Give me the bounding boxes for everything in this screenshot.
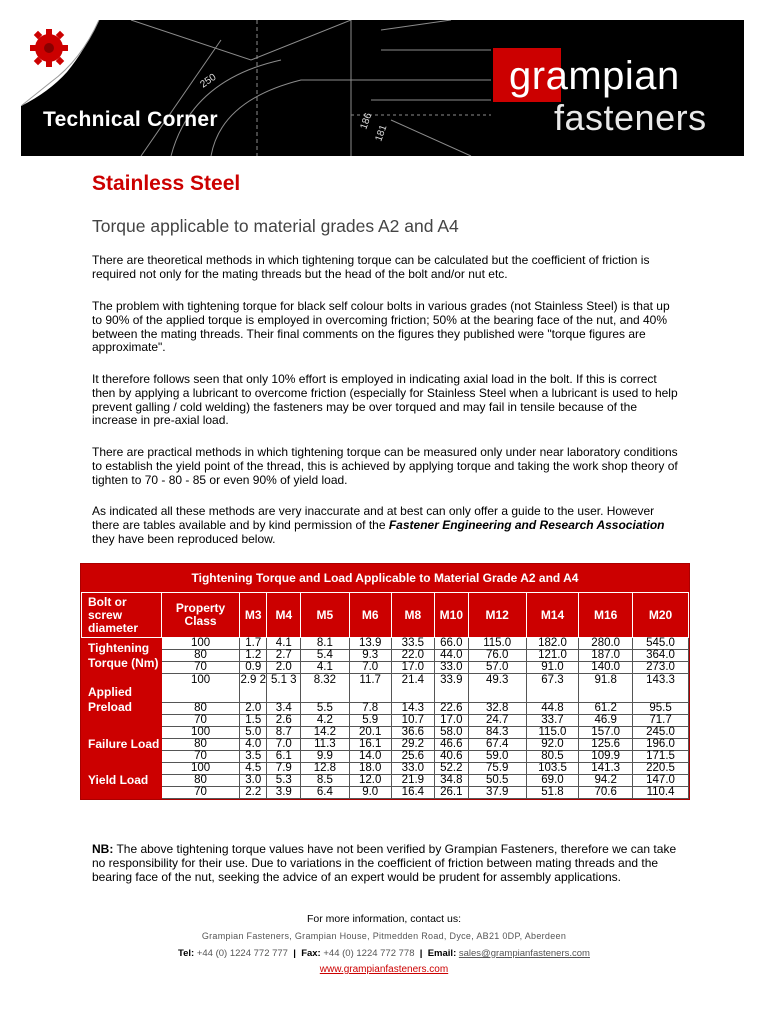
value-cell: 84.3 [468, 727, 526, 739]
table-caption: Tightening Torque and Load Applicable to Material Grade A2 and A4 [191, 571, 579, 585]
col-header-size: M12 [468, 593, 526, 638]
value-cell: 10.7 [391, 715, 434, 727]
value-cell: 4.5 [240, 763, 267, 775]
row-group-label: Failure Load [82, 727, 162, 763]
value-cell: 11.3 [301, 739, 349, 751]
table-row [82, 739, 689, 751]
value-cell: 46.9 [579, 715, 633, 727]
row-group-label: Yield Load [82, 763, 162, 799]
value-cell: 2.0 [240, 703, 267, 715]
logo-wordmark-grampian [509, 54, 680, 98]
note-prefix: NB: [92, 842, 114, 856]
value-cell: 8.1 [301, 638, 349, 650]
value-cell: 9.3 [349, 650, 391, 662]
col-header-size: M14 [526, 593, 579, 638]
footer-website-wrap [0, 964, 768, 975]
note-text: The above tightening torque values have not been verified by Grampian Fasteners, therefore we can take no responsibility for their use. Due to variations in the coefficient of friction between mating threads and the bearing face of the nut, seeking the advice of an expert would be prudent for assembly applications. [92, 842, 677, 884]
value-cell: 14.0 [349, 751, 391, 763]
value-cell: 4.1 [267, 638, 301, 650]
property-class-cell: 100 [162, 638, 240, 650]
value-cell: 33.7 [526, 715, 579, 727]
table-row [82, 751, 689, 763]
value-cell: 16.4 [391, 787, 434, 799]
value-cell: 71.7 [633, 715, 689, 727]
association-name: Fastener Engineering and Research Association [388, 517, 665, 532]
value-cell: 12.0 [349, 775, 391, 787]
value-cell: 4.2 [301, 715, 349, 727]
table-row [82, 662, 689, 674]
value-cell: 8.7 [267, 727, 301, 739]
col-header-property-class: Property Class [162, 593, 240, 638]
value-cell: 94.2 [579, 775, 633, 787]
value-cell: 1.5 [240, 715, 267, 727]
value-cell: 196.0 [633, 739, 689, 751]
value-cell: 59.0 [468, 751, 526, 763]
paragraph-4: There are practical methods in which tightening torque can be measured only under near laboratory conditions to establish the yield point of the thread, this is achieved by applying torque and taking the work shop theory of tighten to 70 - 80 - 85 or even 90% of yield load. [92, 445, 678, 487]
value-cell: 49.3 [468, 674, 526, 703]
value-cell: 32.8 [468, 703, 526, 715]
value-cell: 46.6 [434, 739, 468, 751]
value-cell: 50.5 [468, 775, 526, 787]
value-cell: 2.9 2 [240, 674, 267, 703]
value-cell: 5.0 [240, 727, 267, 739]
value-cell: 76.0 [468, 650, 526, 662]
header-banner [21, 20, 744, 156]
value-cell: 33.0 [391, 763, 434, 775]
value-cell: 8.5 [301, 775, 349, 787]
value-cell: 22.6 [434, 703, 468, 715]
value-cell: 7.0 [267, 739, 301, 751]
property-class-cell: 100 [162, 674, 240, 703]
table-row [82, 703, 689, 715]
value-cell: 109.9 [579, 751, 633, 763]
value-cell: 51.8 [526, 787, 579, 799]
paragraph-5-start: As indicated all these methods are very inaccurate and at best can only offer a guide to the user. However there are tables available and by kind permission of the [92, 504, 655, 532]
value-cell: 69.0 [526, 775, 579, 787]
value-cell: 5.5 [301, 703, 349, 715]
value-cell: 3.5 [240, 751, 267, 763]
property-class-cell: 70 [162, 787, 240, 799]
value-cell: 220.5 [633, 763, 689, 775]
property-class-cell: 80 [162, 703, 240, 715]
col-header-size: M6 [349, 593, 391, 638]
value-cell: 3.4 [267, 703, 301, 715]
value-cell: 545.0 [633, 638, 689, 650]
col-header-size: M5 [301, 593, 349, 638]
col-header-size: M3 [240, 593, 267, 638]
value-cell: 36.6 [391, 727, 434, 739]
table-row [82, 763, 689, 775]
value-cell: 33.0 [434, 662, 468, 674]
col-header-size: M8 [391, 593, 434, 638]
logo-letter: g [509, 54, 532, 98]
tel-number: +44 (0) 1224 772 777 [196, 948, 288, 959]
value-cell: 7.0 [349, 662, 391, 674]
value-cell: 92.0 [526, 739, 579, 751]
page-title: Stainless Steel [92, 172, 241, 195]
value-cell: 6.1 [267, 751, 301, 763]
property-class-cell: 100 [162, 727, 240, 739]
value-cell: 13.9 [349, 638, 391, 650]
value-cell: 95.5 [633, 703, 689, 715]
value-cell: 8.32 [301, 674, 349, 703]
value-cell: 61.2 [579, 703, 633, 715]
disclaimer-note [92, 843, 682, 884]
value-cell: 1.7 [240, 638, 267, 650]
col-header-size: M10 [434, 593, 468, 638]
value-cell: 67.4 [468, 739, 526, 751]
value-cell: 364.0 [633, 650, 689, 662]
value-cell: 3.9 [267, 787, 301, 799]
value-cell: 115.0 [468, 638, 526, 650]
value-cell: 91.8 [579, 674, 633, 703]
value-cell: 157.0 [579, 727, 633, 739]
value-cell: 5.3 [267, 775, 301, 787]
drawing-label: 181 [373, 123, 390, 144]
value-cell: 18.0 [349, 763, 391, 775]
paragraph-5 [92, 505, 682, 546]
value-cell: 12.8 [301, 763, 349, 775]
fax-number: +44 (0) 1224 772 778 [323, 948, 415, 959]
value-cell: 70.6 [579, 787, 633, 799]
email-label: Email: [427, 948, 457, 959]
value-cell: 33.5 [391, 638, 434, 650]
table-row [82, 775, 689, 787]
value-cell: 20.1 [349, 727, 391, 739]
value-cell: 11.7 [349, 674, 391, 703]
drawing-label: 250 [198, 71, 219, 91]
website-link[interactable]: www.grampianfasteners.com [319, 964, 449, 975]
value-cell: 5.1 3 [267, 674, 301, 703]
value-cell: 4.0 [240, 739, 267, 751]
value-cell: 171.5 [633, 751, 689, 763]
value-cell: 33.9 [434, 674, 468, 703]
table-row [82, 650, 689, 662]
footer-contact-line: Tel: +44 (0) 1224 772 777 | Fax: +44 (0) 1224 772 778 | Email: sales@grampianfasteners.com [178, 948, 590, 959]
value-cell: 40.6 [434, 751, 468, 763]
col-header-bolt-diameter: Bolt or screw diameter [82, 593, 162, 638]
value-cell: 9.9 [301, 751, 349, 763]
paragraph-3: It therefore follows seen that only 10% effort is employed in indicating axial load in the bolt. If this is correct then by applying a lubricant to overcome friction (especially for Stainless Steel when a lubricant is used to help prevent galling / cold welding) the fasteners may be over torqued and may fail in tensile because of the increase in pre-axial load. [92, 372, 678, 428]
value-cell: 125.6 [579, 739, 633, 751]
value-cell: 121.0 [526, 650, 579, 662]
drawing-label: 186 [358, 111, 375, 132]
value-cell: 187.0 [579, 650, 633, 662]
value-cell: 110.4 [633, 787, 689, 799]
property-class-cell: 70 [162, 751, 240, 763]
value-cell: 147.0 [633, 775, 689, 787]
value-cell: 17.0 [434, 715, 468, 727]
property-class-cell: 70 [162, 662, 240, 674]
paragraph-5-end: they have been reproduced below. [92, 531, 276, 546]
value-cell: 66.0 [434, 638, 468, 650]
value-cell: 5.4 [301, 650, 349, 662]
row-group-label: Applied Preload [82, 674, 162, 727]
value-cell: 57.0 [468, 662, 526, 674]
logo-wordmark-fasteners: fasteners [554, 97, 707, 138]
value-cell: 1.2 [240, 650, 267, 662]
value-cell: 2.7 [267, 650, 301, 662]
table-row [82, 715, 689, 727]
property-class-cell: 80 [162, 650, 240, 662]
value-cell: 25.6 [391, 751, 434, 763]
value-cell: 9.0 [349, 787, 391, 799]
torque-table [80, 563, 690, 800]
value-cell: 2.0 [267, 662, 301, 674]
value-cell: 7.9 [267, 763, 301, 775]
property-class-cell: 80 [162, 739, 240, 751]
value-cell: 52.2 [434, 763, 468, 775]
value-cell: 29.2 [391, 739, 434, 751]
value-cell: 17.0 [391, 662, 434, 674]
banner-title: Technical Corner [43, 108, 218, 131]
value-cell: 140.0 [579, 662, 633, 674]
value-cell: 4.1 [301, 662, 349, 674]
page-curl-gear-icon [21, 20, 121, 106]
property-class-cell: 80 [162, 775, 240, 787]
table-header-row [82, 593, 689, 638]
value-cell: 143.3 [633, 674, 689, 703]
table-row [82, 727, 689, 739]
value-cell: 24.7 [468, 715, 526, 727]
fax-label: Fax: [301, 948, 321, 959]
torque-data-table [81, 592, 689, 799]
col-header-size: M20 [633, 593, 689, 638]
value-cell: 2.2 [240, 787, 267, 799]
logo-rest: rampian [531, 54, 680, 98]
value-cell: 26.1 [434, 787, 468, 799]
value-cell: 22.0 [391, 650, 434, 662]
footer-contact-title: For more information, contact us: [306, 913, 462, 925]
table-row [82, 674, 689, 703]
paragraph-1: There are theoretical methods in which tightening torque can be calculated but the coefficient of friction is required not only for the mating threads but the head of the bolt and/or nut etc. [92, 253, 650, 281]
value-cell: 273.0 [633, 662, 689, 674]
value-cell: 75.9 [468, 763, 526, 775]
value-cell: 3.0 [240, 775, 267, 787]
table-row [82, 787, 689, 799]
value-cell: 182.0 [526, 638, 579, 650]
value-cell: 245.0 [633, 727, 689, 739]
value-cell: 0.9 [240, 662, 267, 674]
value-cell: 37.9 [468, 787, 526, 799]
value-cell: 7.8 [349, 703, 391, 715]
value-cell: 280.0 [579, 638, 633, 650]
footer-address: Grampian Fasteners, Grampian House, Pitmedden Road, Dyce, AB21 0DP, Aberdeen [201, 931, 567, 941]
value-cell: 80.5 [526, 751, 579, 763]
value-cell: 21.4 [391, 674, 434, 703]
col-header-size: M4 [267, 593, 301, 638]
value-cell: 16.1 [349, 739, 391, 751]
value-cell: 67.3 [526, 674, 579, 703]
value-cell: 44.0 [434, 650, 468, 662]
tel-label: Tel: [178, 948, 195, 959]
value-cell: 34.8 [434, 775, 468, 787]
value-cell: 58.0 [434, 727, 468, 739]
value-cell: 21.9 [391, 775, 434, 787]
value-cell: 44.8 [526, 703, 579, 715]
table-row [82, 638, 689, 650]
property-class-cell: 100 [162, 763, 240, 775]
value-cell: 5.9 [349, 715, 391, 727]
value-cell: 141.3 [579, 763, 633, 775]
email-link[interactable]: sales@grampianfasteners.com [458, 948, 590, 959]
value-cell: 14.3 [391, 703, 434, 715]
value-cell: 2.6 [267, 715, 301, 727]
page-subtitle: Torque applicable to material grades A2 and A4 [92, 216, 459, 236]
property-class-cell: 70 [162, 715, 240, 727]
paragraph-2: The problem with tightening torque for black self colour bolts in various grades (not Stainless Steel) is that up to 90% of the applied torque is employed in overcoming friction; 50% at the bearing face of the nut, and 40% between the mating threads. Their final comments on the figures they published were "torque figures are approximate". [92, 299, 670, 355]
value-cell: 115.0 [526, 727, 579, 739]
value-cell: 6.4 [301, 787, 349, 799]
value-cell: 91.0 [526, 662, 579, 674]
value-cell: 14.2 [301, 727, 349, 739]
row-group-label: Tightening Torque (Nm) [82, 638, 162, 674]
col-header-size: M16 [579, 593, 633, 638]
value-cell: 103.5 [526, 763, 579, 775]
